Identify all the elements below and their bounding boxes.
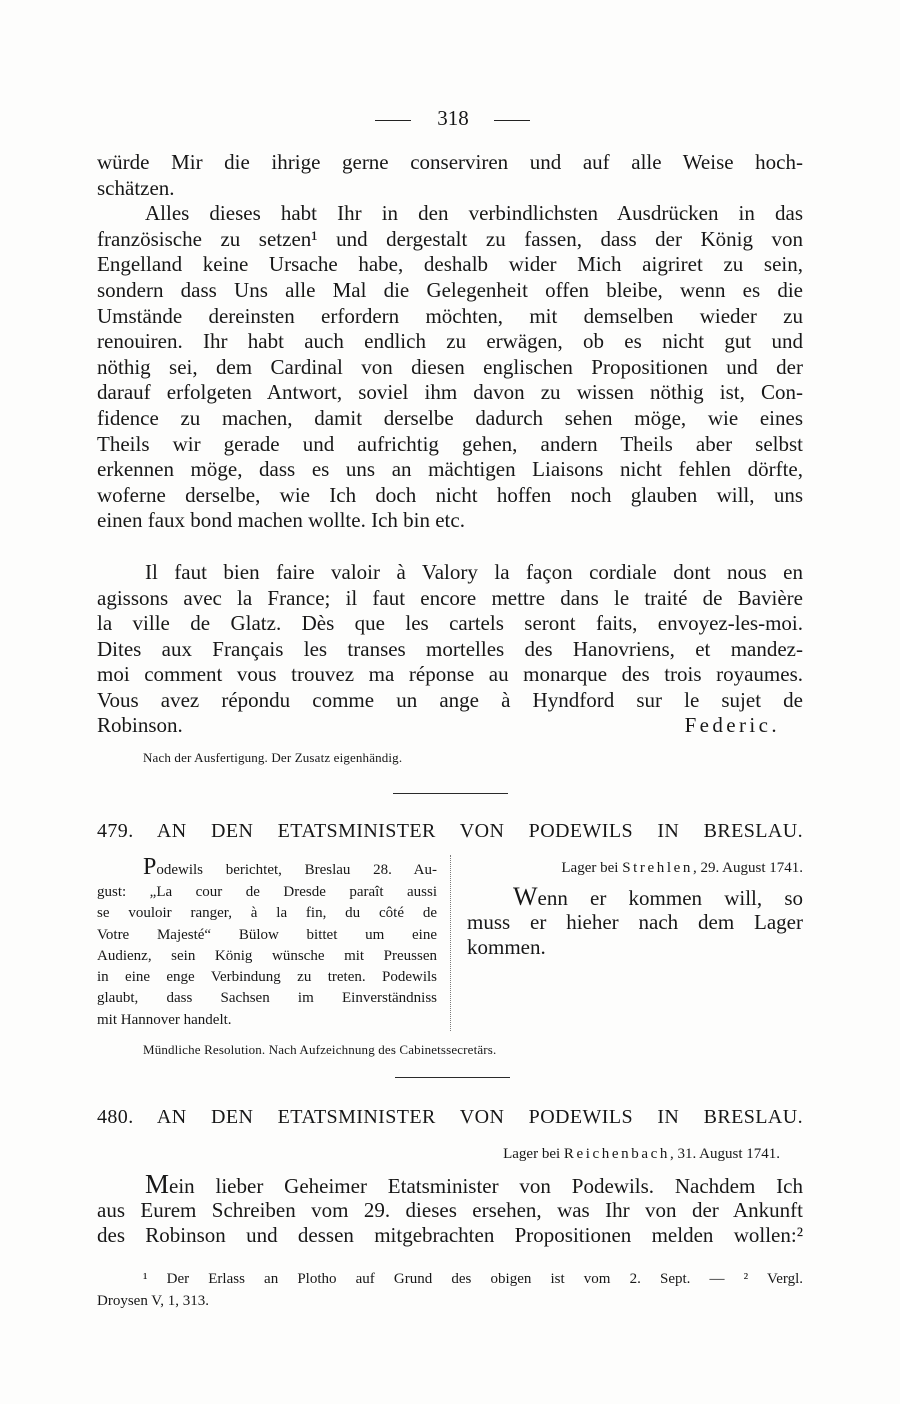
paragraph-line: darauf erfolgeten Antwort, soviel ihm davon zu wissen nöthig ist, Con-: [97, 380, 803, 405]
source-note: Nach der Ausfertigung. Der Zusatz eigenhändig.: [143, 750, 403, 765]
paragraph-line: Engelland keine Ursache habe, deshalb wider Mich aigriret zu sein,: [97, 252, 803, 277]
letter-heading: [97, 819, 803, 843]
place-name: Reichenbach: [563, 1146, 670, 1162]
letter-number: 479.: [97, 820, 134, 842]
date-text: , 29. August 1741.: [692, 860, 803, 876]
letter-heading: [97, 1105, 803, 1129]
reply-line: Wenn er kommen will, so: [513, 882, 803, 911]
paragraph-line: woferne derselbe, wie Ich doch nicht hoffen noch glauben will, uns: [97, 482, 803, 507]
paragraph-line: aus Eurem Schreiben vom 29. dieses ersehen, was Ihr von der Ankunft: [97, 1197, 803, 1222]
letter-number: 480.: [97, 1106, 134, 1128]
reply-line: muss er hieher nach dem Lager: [467, 909, 803, 934]
postscript-line: agissons avec la France; il faut encore mettre dans le traité de Bavière: [97, 585, 803, 610]
paragraph-line: Alles dieses habt Ihr in den verbindlichsten Ausdrücken in das: [145, 201, 803, 226]
paragraph-line: renouiren. Ihr habt auch endlich zu erwägen, ob es nicht gut und: [97, 329, 803, 354]
paragraph-line: Theils wir gerade und aufrichtig gehen, andern Theils aber selbst: [97, 431, 803, 456]
section-divider: [393, 793, 508, 794]
postscript-closing-line: [97, 713, 803, 739]
paragraph-line: erkennen möge, dass es uns an mächtigen Liaisons nicht fehlen dörfte,: [97, 457, 803, 482]
reply-line: kommen.: [467, 935, 546, 959]
postscript-line: Il faut bien faire valoir à Valory la façon cordiale dont nous en: [145, 560, 803, 584]
summary-line: in eine enge Verbindung zu treten. Podewils: [97, 969, 437, 986]
postscript-line: Vous avez répondu comme un ange à Hyndford sur le sujet de: [97, 687, 803, 712]
postscript-line: la ville de Glatz. Dès que les cartels seront faits, envoyez-les-moi.: [97, 611, 803, 635]
section-divider: [395, 1077, 510, 1078]
letter-479-reply: [467, 858, 803, 961]
place-name: Strehlen: [622, 860, 693, 876]
paragraph-line: einen faux bond machen wollte. Ich bin etc.: [97, 508, 465, 533]
summary-line: se vouloir ranger, à la fin, du côté de: [97, 905, 437, 922]
paragraph-line: nöthig sei, dem Cardinal von diesen englischen Propositionen und der: [97, 354, 803, 379]
paragraph-line: würde Mir die ihrige gerne conserviren und auf alle Weise hoch-: [97, 150, 803, 174]
postscript-line: moi comment vous trouvez ma réponse au monarque des trois royaumes.: [97, 662, 803, 686]
page-number-dash-left: [375, 120, 411, 121]
footnotes: [97, 1268, 803, 1312]
paragraph-line: sondern dass Uns alle Mal die Gelegenheit offen bleibe, wenn es die: [97, 277, 803, 302]
paragraph-line: französische zu setzen¹ und dergestalt zu fassen, dass der König von: [97, 226, 803, 251]
paragraph-line: fidence zu machen, damit derselbe dadurch sehen möge, wie eines: [97, 405, 803, 430]
page-number: 318: [437, 106, 469, 130]
footnote-line: Droysen V, 1, 313.: [97, 1293, 209, 1309]
letter-480-body: [97, 1169, 803, 1249]
summary-line: Podewils berichtet, Breslau 28. Au-: [143, 854, 437, 880]
summary-line: mit Hannover handelt.: [97, 1011, 232, 1028]
summary-line: glaubt, dass Sachsen im Einverständniss: [97, 990, 437, 1007]
place-date-prefix: Lager bei: [503, 1146, 561, 1162]
letter-478-postscript: [97, 560, 803, 739]
date-text: , 31. August 1741.: [669, 1146, 780, 1162]
letter-478-body: [97, 150, 803, 534]
letter-heading-text: AN DEN ETATSMINISTER VON PODEWILS IN BRESLAU.: [156, 1106, 803, 1128]
page-number-dash-right: [494, 120, 530, 121]
paragraph-line: Mein lieber Geheimer Etatsminister von Podewils. Nachdem Ich: [145, 1169, 803, 1199]
paragraph-line: des Robinson und dessen mitgebrachten Propositionen melden wollen:²: [97, 1223, 803, 1247]
paragraph-line: schätzen.: [97, 175, 175, 200]
paragraph-line: Umstände dereinsten erfordern möchten, mit demselben wieder zu: [97, 303, 803, 328]
postscript-end: Robinson.: [97, 713, 183, 737]
summary-line: Votre Majesté“ Bülow bittet um eine: [97, 926, 437, 943]
place-date: [467, 858, 803, 878]
summary-line: Audienz, sein König wünsche mit Preussen: [97, 947, 437, 964]
reply-body: [467, 884, 803, 961]
postscript-line: Dites aux Français les transes mortelles des Hanovriens, et mandez-: [97, 636, 803, 661]
summary-line: gust: „La cour de Dresde paraît aussi: [97, 884, 437, 900]
letter-479-summary: [97, 852, 437, 1031]
source-note: Mündliche Resolution. Nach Aufzeichnung des Cabinetssecretärs.: [143, 1042, 497, 1057]
place-date-prefix: Lager bei: [561, 860, 619, 876]
place-date: [97, 1144, 780, 1164]
signature: Federic.: [684, 713, 780, 737]
column-separator: [450, 855, 451, 1031]
letter-heading-text: AN DEN ETATSMINISTER VON PODEWILS IN BRESLAU.: [156, 820, 803, 842]
footnote-line: ¹ Der Erlass an Plotho auf Grund des obigen ist vom 2. Sept. — ² Vergl.: [143, 1271, 803, 1287]
